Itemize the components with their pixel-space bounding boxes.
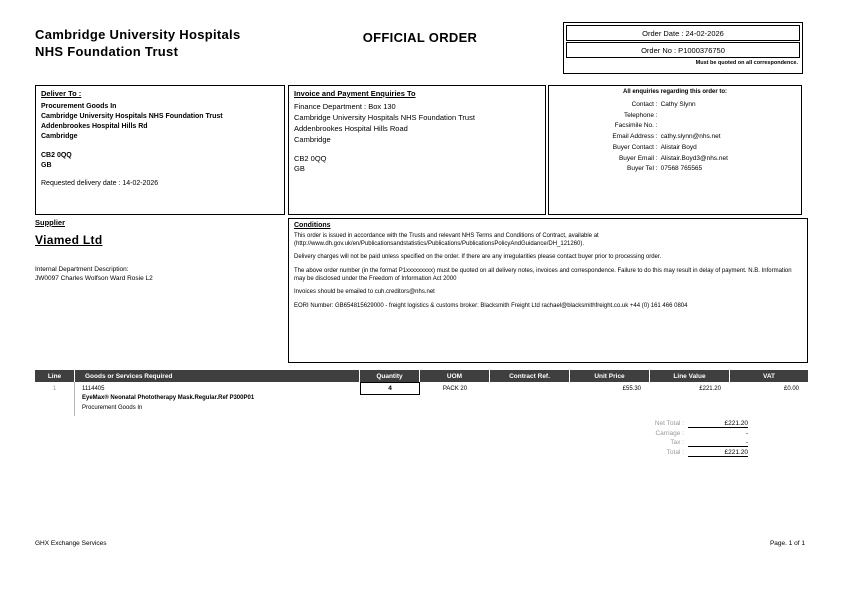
conditions-paragraph: The above order number (in the format P1xxxxxxxxx) must be quoted on all delivery notes, invoices and correspondence. Failure to do this may result in delay of payment. N.B. Information may be disclosed under the Freedom of Information Act 2000: [294, 268, 792, 282]
enquiry-label: Buyer Contact :: [612, 143, 658, 151]
invoice-line: Finance Department : Box 130: [294, 102, 396, 111]
item-line-number: 1: [35, 382, 75, 416]
conditions-heading: Conditions: [294, 222, 331, 229]
trust-name: [35, 27, 241, 61]
items-table: [35, 370, 808, 416]
enquiry-value: 07568 765565: [660, 165, 703, 173]
invoice-line: Cambridge: [294, 134, 331, 144]
order-number-row: Order No : P1000376750: [566, 42, 800, 58]
enquiry-label: Email Address :: [612, 133, 658, 141]
enquiry-row-contact: [555, 100, 795, 111]
item-quantity: 4: [360, 382, 420, 395]
enquiry-label: Facsimile No. :: [614, 122, 658, 130]
footer-service-name: GHX Exchange Services: [35, 540, 107, 547]
carriage-row: [606, 430, 748, 440]
total-value: £221.20: [688, 449, 748, 457]
conditions-paragraph: This order is issued in accordance with the Trusts and relevant NHS Terms and Conditions of Contract, available at (http://www.dh.gov.uk/en/Publicationsandstatistics/Publications/PublicationsPolicyAndGuidance/DH_121260).: [294, 233, 599, 247]
supplier-section: [35, 218, 285, 283]
deliver-to-line: Procurement Goods In: [41, 103, 117, 110]
deliver-to-panel: [35, 85, 285, 215]
header-cell-uom: UOM: [420, 370, 490, 382]
internal-department-label: Internal Department Description:: [35, 266, 129, 273]
header-cell-line: Line: [35, 370, 75, 382]
order-info-box: [563, 22, 803, 74]
deliver-to-heading: Deliver To :: [41, 89, 82, 98]
enquiry-value: Alistair Boyd: [660, 143, 697, 151]
trust-name-line2: NHS Foundation Trust: [35, 43, 179, 59]
item-description: EyeMax® Neonatal Phototherapy Mask.Regular.Ref P300P01: [82, 395, 255, 402]
deliver-to-line: Addenbrookes Hospital Hills Rd: [41, 123, 148, 131]
deliver-to-line: CB2 0QQ: [41, 151, 72, 159]
carriage-label: Carriage :: [655, 429, 684, 437]
item-code: 1114405: [82, 386, 105, 392]
enquiry-label: Buyer Email :: [618, 154, 658, 162]
total-label: Total :: [666, 448, 684, 456]
item-goods-cell: [75, 382, 360, 416]
tax-value: -: [688, 439, 748, 447]
internal-department-value: JW0097 Charles Wolfson Ward Rosie L2: [35, 275, 153, 283]
tax-label: Tax :: [670, 439, 684, 446]
item-uom: PACK 20: [442, 386, 468, 392]
invoice-line: GB: [294, 164, 305, 174]
enquiry-value: Alistair.Boyd3@nhs.net: [660, 154, 728, 162]
deliver-to-line: Cambridge: [41, 133, 78, 141]
invoice-line: Cambridge University Hospitals NHS Foundation Trust: [294, 112, 475, 122]
enquiry-value: [661, 111, 795, 122]
order-date-row: Order Date : 24-02-2026: [566, 25, 800, 41]
enquiries-panel: [548, 85, 802, 215]
item-row: [35, 382, 808, 416]
enquiry-label: Contact :: [631, 101, 658, 108]
item-line-value: £221.20: [699, 386, 721, 392]
invoice-line: Addenbrookes Hospital Hills Road: [294, 123, 408, 133]
enquiry-label: Telephone :: [623, 111, 658, 119]
supplier-name: Viamed Ltd: [35, 233, 103, 247]
enquiry-row-email: [555, 132, 795, 143]
enquiry-row-buyer-email: [555, 154, 795, 165]
document-title: OFFICIAL ORDER: [362, 30, 478, 45]
item-contract-ref: [490, 382, 570, 416]
conditions-panel: [288, 218, 808, 363]
enquiries-heading: All enquiries regarding this order to:: [622, 89, 727, 95]
net-total-label: Net Total :: [654, 420, 684, 427]
deliver-to-line: GB: [41, 161, 52, 169]
enquiry-value: cathy.slynn@nhs.net: [660, 133, 721, 141]
requested-delivery-date: Requested delivery date : 14-02-2026: [41, 179, 159, 187]
invoice-enquiries-panel: [288, 85, 546, 215]
header-cell-contract-ref: Contract Ref.: [490, 370, 570, 382]
header-cell-unit-price: Unit Price: [570, 370, 650, 382]
total-row: [606, 449, 748, 459]
supplier-heading: Supplier: [35, 218, 66, 227]
enquiry-row-buyer-tel: [555, 164, 795, 175]
item-unit-price: £55.30: [622, 386, 641, 392]
conditions-paragraph: Invoices should be emailed to cuh.creditors@nhs.net: [294, 289, 435, 296]
header-cell-quantity: Quantity: [360, 370, 420, 382]
header-cell-vat: VAT: [762, 372, 776, 380]
deliver-to-line: Cambridge University Hospitals NHS Foundation Trust: [41, 113, 223, 121]
invoice-enquiries-heading: Invoice and Payment Enquiries To: [294, 89, 416, 98]
net-total-row: [606, 420, 748, 430]
enquiry-row-telephone: [555, 111, 795, 122]
item-department: Procurement Goods In: [82, 404, 143, 411]
invoice-line: CB2 0QQ: [294, 153, 327, 163]
header-cell-goods: Goods or Services Required: [75, 370, 360, 382]
item-vat: £0.00: [783, 386, 799, 392]
order-note: Must be quoted on all correspondence.: [695, 60, 798, 66]
conditions-paragraph: Delivery charges will not be paid unless specified on the order. If there are any irregularities please contact buyer prior to processing order.: [294, 254, 662, 261]
trust-name-line1: Cambridge University Hospitals: [35, 27, 241, 42]
enquiry-label: Buyer Tel :: [627, 165, 658, 173]
enquiry-value: [661, 121, 795, 132]
net-total-value: £221.20: [688, 420, 748, 428]
header-cell-line-value: Line Value: [650, 370, 730, 382]
tax-row: [606, 439, 748, 449]
items-table-header: [35, 370, 808, 382]
conditions-paragraph: EORI Number: GB654815629000 - freight logistics & customs broker: Blacksmith Freight Ltd rachael@blacksmithfreight.co.uk +44 (0) 161 466 0804: [294, 303, 688, 310]
enquiry-row-buyer-contact: [555, 143, 795, 154]
page-number: Page. 1 of 1: [769, 540, 805, 547]
enquiry-value: Cathy Slynn: [660, 101, 696, 108]
carriage-value: -: [745, 429, 748, 437]
totals-section: [606, 420, 748, 458]
enquiry-row-facsimile: [555, 121, 795, 132]
